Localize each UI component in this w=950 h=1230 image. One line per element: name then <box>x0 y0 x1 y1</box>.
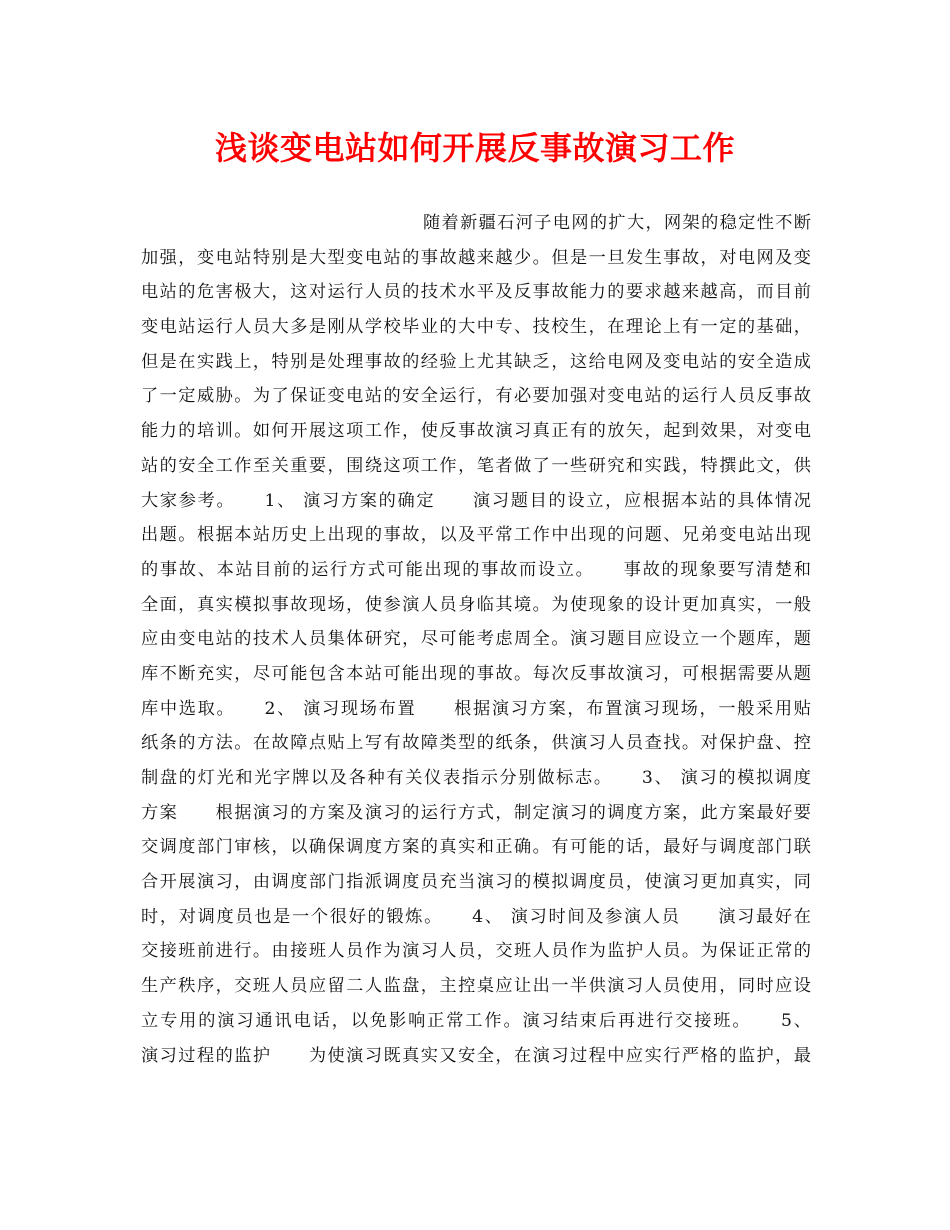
body-line: 制盘的灯光和光字牌以及各种有关仪表指示分别做标志。 3、 演习的模拟调度 <box>141 768 811 788</box>
body-line: 生产秩序，交班人员应留二人监盘，主控桌应让出一半供演习人员使用，同时应设 <box>141 976 811 997</box>
body-line: 纸条的方法。在故障点贴上写有故障类型的纸条，供演习人员查找。对保护盘、控 <box>141 733 811 754</box>
body-line: 的事故、本站目前的运行方式可能出现的事故而设立。 事故的现象要写清楚和 <box>141 559 811 580</box>
body-line: 站的安全工作至关重要，围绕这项工作，笔者做了一些研究和实践，特撰此文，供 <box>141 455 811 476</box>
body-line: 电站的危害极大，这对运行人员的技术水平及反事故能力的要求越来越高，而目前 <box>141 282 811 303</box>
body-line: 随着新疆石河子电网的扩大，网架的稳定性不断 <box>423 213 811 233</box>
body-line: 库中选取。 2、 演习现场布置 根据演习方案，布置演习现场，一般采用贴 <box>141 698 811 719</box>
body-line: 全面，真实模拟事故现场，使参演人员身临其境。为使现象的设计更加真实，一般 <box>141 594 811 615</box>
body-line: 时，对调度员也是一个很好的锻炼。 4、 演习时间及参演人员 演习最好在 <box>141 906 811 927</box>
body-line: 应由变电站的技术人员集体研究，尽可能考虑周全。演习题目应设立一个题库，题 <box>141 629 811 650</box>
document-body <box>141 206 811 1073</box>
body-line: 但是在实践上，特别是处理事故的经验上尤其缺乏，这给电网及变电站的安全造成 <box>141 351 811 372</box>
body-line: 变电站运行人员大多是刚从学校毕业的大中专、技校生，在理论上有一定的基础， <box>141 317 811 338</box>
body-line: 了一定威胁。为了保证变电站的安全运行，有必要加强对变电站的运行人员反事故 <box>141 386 811 407</box>
body-line: 加强，变电站特别是大型变电站的事故越来越少。但是一旦发生事故，对电网及变 <box>141 247 811 268</box>
document-title: 浅谈变电站如何开展反事故演习工作 <box>214 129 735 167</box>
body-line: 立专用的演习通讯电话，以免影响正常工作。演习结束后再进行交接班。 5、 <box>141 1010 811 1031</box>
body-line: 合开展演习，由调度部门指派调度员充当演习的模拟调度员，使演习更加真实，同 <box>141 872 811 893</box>
body-line: 出题。根据本站历史上出现的事故，以及平常工作中出现的问题、兄弟变电站出现 <box>141 525 811 546</box>
body-line: 交接班前进行。由接班人员作为演习人员，交班人员作为监护人员。为保证正常的 <box>141 941 811 962</box>
body-line: 能力的培训。如何开展这项工作，使反事故演习真正有的放矢，起到效果，对变电 <box>141 421 811 442</box>
body-line: 大家参考。 1、 演习方案的确定 演习题目的设立，应根据本站的具体情况 <box>141 490 811 511</box>
body-line: 库不断充实，尽可能包含本站可能出现的事故。每次反事故演习，可根据需要从题 <box>141 663 811 684</box>
body-line: 方案 根据演习的方案及演习的运行方式，制定演习的调度方案，此方案最好要 <box>141 802 811 823</box>
body-line: 演习过程的监护 为使演习既真实又安全，在演习过程中应实行严格的监护，最 <box>141 1045 811 1066</box>
body-line: 交调度部门审核，以确保调度方案的真实和正确。有可能的话，最好与调度部门联 <box>141 837 811 858</box>
